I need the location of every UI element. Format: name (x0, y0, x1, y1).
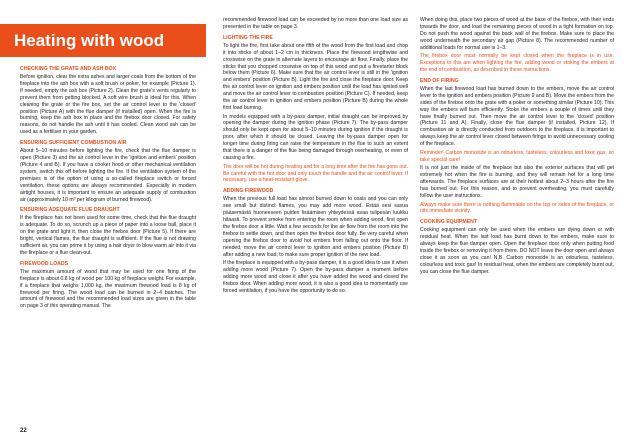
section-heading: CHECKING THE GRATE AND ASH BOX (20, 66, 117, 72)
column-1 (20, 66, 196, 312)
body-paragraph: When the last firewood load has burned down to the embers, move the air control lever to the ignition and embers position (Picture 9 and B). Move the embers from the sides of the firebox onto the grate with a poker or something similar (Picture 10). This way the embers will burn efficiently. Stoke the embers a couple of times until they have finally burned out. Then move the air control lever to the 'closed' position (Picture 11 and A). Finally, close the flue damper (if installed, Picture 12). If combustion air is directly conducted from outdoors to the fireplace, it is important to always keep the air control lever closed between firings to avoid unnecessary cooling of the fireplace. (420, 85, 614, 148)
column-2 (223, 17, 408, 296)
warning-text: Always make sure there is nothing flammable on the top or sides of the fireplace, or nits immediate vicinity. (420, 201, 614, 215)
body-paragraph: When doing this, place two pieces of wood at the base of the firebox, with their ends towards the door, and load the remaining pieces of wood in a tight formation on top. Do not push the wood against the back wall of the firebox. Make sure to place the wood underneath the secondary air gap (Picture 8). The recommended number of additional loads for normal use is 1–3. (420, 17, 614, 51)
section-heading: ENSURING SUFFICIENT COMBUSTION AIR (20, 140, 127, 147)
column-3 (420, 17, 614, 277)
section-heading: ADDING FIREWOOD (223, 188, 274, 195)
warning-text: The door will be hot during heating and for a long time after the fire has gone out. Be careful with the hot door and only touch the handle and the air control lever. If necessary, use a heat-resistant glove. (223, 163, 408, 184)
body-paragraph: About 5–10 minutes before lighting the fire, check that the flue damper is open (Picture 3) and the air control lever in the 'ignition and embers' position (Picture 4 and B). If you have a cooker hood or other mechanical ventilation system, switch this off before lighting the fire. If the ventilation system of the premises is of the option of using a so-called fireplace switch or forced ventilation, these options are always recommended. Especially in modern airtight houses, it is important to ensure an adequate supply of combustion air (approximately 10 m³ per kilogram of burned firewood). (20, 148, 196, 203)
section-heading: ENSURING ADEQUATE FLUE DRAUGHT (20, 207, 120, 214)
page-number: 22 (20, 428, 27, 434)
body-paragraph: It is not just the inside of the fireplace but also the exterior surfaces that will get extremely hot when the fire is burning, and they will remain hot for a long time afterwards. The fireplace surfaces are at their hottest about 2–3 hours after the fire has burned out. For this reason, and to prevent overheating, you must carefully follow the user instructions. (420, 165, 614, 199)
body-paragraph: Before ignition, clear the extra ashes and larger coals from the bottom of the fireplace into the ash box with a soft brush or poker, for example (Picture 1). If needed, empty the ash box (Picture 2). Clean the grate's vents regularly to prevent them from getting blocked. A soft wire brush is ideal for this. When cleaning the grate or the fire box, set the air control lever to the 'closed' position (Picture A) with the flue damper (if installed) open. When the fire is burning, keep the ash box in place and the firebox door closed. For safety reasons, do not handle the ash until it has cooled. Clean wood ash can be used as a fertiliser in your garden. (20, 74, 196, 136)
body-paragraph: If the fireplace has not been used for some time, check that the flue draught is adequate. To do so, scrunch up a piece of paper into a loose ball, place it on the grate and light it, then close the firebox door (Picture 5). If there are bright, vertical flames, the flue draught is sufficient. If the flue is not drawing sufficient air, you can prime it by using a hair dryer to blow warm air into it via the fireplace or a flue clean-out. (20, 215, 196, 256)
body-paragraph: When the previous full load has almost burned down to coals and you can only see small but distinct flames, you may add more wood. Estää sesi savua pääsemästä huoneeseen puiden lisäämisen yhteydessä avaa tulipesän luukku hitaasti. To prevent smoke from entering the room when adding wood, first open the firebox door a little. Wait a few seconds for the air flow from the room into the firebox to settle down, and then open the firebox door fully. Be very careful when opening the firebox door to avoid hot embers from falling out onto the floor. If needed, move the air control lever to ignition and embers position (Picture B) after adding a new load, to make sure proper ignition of the new load. (223, 196, 408, 258)
body-paragraph: The maximum amount of wood that may be used for one firing of the fireplace is about 0.8 kg of wood per 100 kg of fireplace weight. For example, if a fireplace that weighs 1,000 kg, the maximum firewood load is 8 kg of firewood per firing. The wood load can be burned in 2–4 batches. The amount of firewood and the recommended load sizes are given in the table on page 3 of this operating manual. The (20, 268, 196, 310)
section-heading: LIGHTING THE FIRE (223, 34, 273, 41)
section-heading: END OF FIRING (420, 77, 459, 84)
body-paragraph: Cooking equipment can only be used when the embers are dying down or with residual heat. When the last load has burnt down to the embers, make sure to always keep the flue damper open. Open the fireplace door only when putting food inside the firebox or removing it from there. DO NOT leave the door open and always close it as soon as you can! N.B. Carbon monoxide is an odourless, tasteless, colourless and toxic gas! In residual heat, when the embers are completely burnt out, you can close the flue damper. (420, 227, 614, 275)
warning-text: Reminder! Carbon monoxide is an odourless, tasteless, colourless and toxic gas, so take special care! (420, 149, 614, 163)
body-paragraph: To light the fire, first take about one fifth of the wood from the first load and chop it into sticks of about 1–2 cm in thickness. Place the firewood lengthwise and crosswise on the grate in alternate layers to encourage air flow. Finally, place the sticks that you chopped crosswise on top of this wood and put a firestarter block below them (Picture 6). Make sure that the air control lever is still in the 'ignition and embers' position (Picture B). Light the fire and close the fireplace door. Keep the air control lever on ignition and embers position until the load has ignited well and move the air control lever to combustion position (Picture C). If needed, keep the air control lever in ignition and embers position (Picture B) during the whole first load burning. (223, 42, 408, 111)
section-heading: FIREWOOD LOADS (20, 260, 69, 267)
warning-text: The firebox door must normally be kept closed when the fireplace is in use. Exceptions to this are when lighting the fire, adding wood or stoking the embers at the end of combustion, as described in these instructions. (420, 53, 614, 74)
body-paragraph: recommended firewood load can be exceeded by no more than one load size as presented in the table on page 3. (223, 17, 408, 30)
page-title: Heating with wood (14, 31, 165, 50)
section-heading: COOKING EQUIPMENT (420, 219, 478, 226)
title-banner (0, 24, 206, 57)
body-paragraph: In models equipped with a by-pass damper, initial draught can be improved by opening the damper during the ignition phase (Picture 7). The by-pass damper should only be kept open for about 5–10 minutes during ignition if the draught is poor, after which it should be closed. Leaving the by-pass damper open for longer time during firing can raise the temperature in the flue to such an extent that there is a danger of the flue being damaged through overheating, or even of causing a fire. (223, 113, 408, 161)
body-paragraph: If the fireplace is equipped with a by-pass damper, it is a good idea to use it when adding more wood (Picture 7). Open the by-pass damper a moment before adding more wood and close it after you have added the wood and closed the firebox door. When adding more wood, it is also a good idea to momentarily use forced ventilation, if you have the opportunity to do so. (223, 260, 408, 294)
